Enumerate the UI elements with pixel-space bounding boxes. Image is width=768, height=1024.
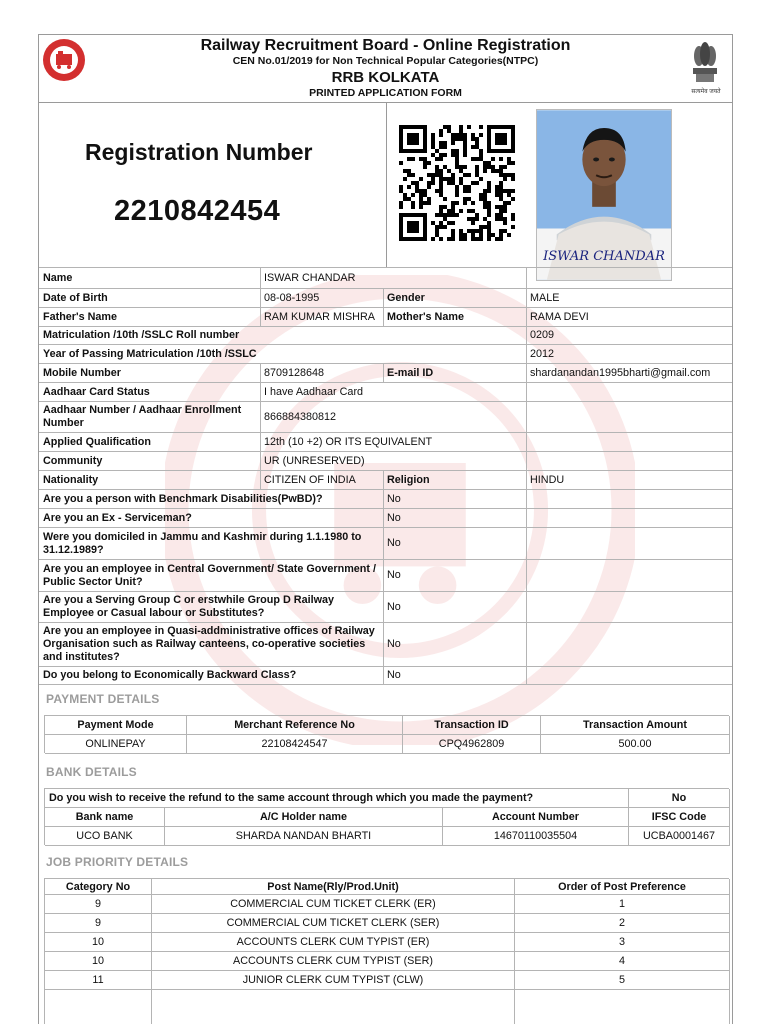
divider bbox=[526, 560, 527, 591]
divider bbox=[526, 509, 527, 527]
transaction-id-value: CPQ4962809 bbox=[403, 735, 541, 753]
father-label: Father's Name bbox=[43, 310, 117, 323]
payment-section-title: PAYMENT DETAILS bbox=[46, 692, 160, 706]
email-label: E-mail ID bbox=[387, 366, 434, 379]
quasi-value: No bbox=[387, 638, 401, 651]
ifsc-value: UCBA0001467 bbox=[629, 827, 730, 845]
bank-name-value: UCO BANK bbox=[45, 827, 165, 845]
form-title: Railway Recruitment Board - Online Registration bbox=[200, 37, 571, 54]
dob-label: Date of Birth bbox=[43, 291, 108, 304]
form-type: PRINTED APPLICATION FORM bbox=[309, 87, 462, 99]
job-category: 11 bbox=[45, 971, 152, 989]
row-ews bbox=[39, 666, 732, 685]
nationality-label: Nationality bbox=[43, 473, 99, 486]
jk-domicile-label: Were you domiciled in Jammu and Kashmir during 1.1.1980 to 31.12.1989? bbox=[43, 530, 362, 556]
mother-label: Mother's Name bbox=[387, 310, 464, 323]
qr-code bbox=[396, 125, 518, 241]
job-preference: 1 bbox=[515, 895, 730, 913]
job-post bbox=[152, 990, 515, 1024]
payment-mode-header: Payment Mode bbox=[45, 716, 187, 734]
row-govt-employee bbox=[39, 559, 732, 591]
govt-employee-value: No bbox=[387, 569, 401, 582]
pwbd-value: No bbox=[387, 492, 401, 505]
divider bbox=[526, 592, 527, 622]
row-community bbox=[39, 451, 732, 470]
job-category bbox=[45, 990, 152, 1024]
job-post: COMMERCIAL CUM TICKET CLERK (SER) bbox=[152, 914, 515, 932]
ac-holder-header: A/C Holder name bbox=[165, 808, 443, 826]
preference-header: Order of Post Preference bbox=[515, 879, 730, 894]
aadhaar-status-label: Aadhaar Card Status bbox=[43, 385, 150, 398]
row-ex-serviceman bbox=[39, 508, 732, 527]
rrb-name: RRB KOLKATA bbox=[331, 69, 440, 86]
divider bbox=[526, 383, 527, 401]
gender-value: MALE bbox=[530, 291, 560, 304]
job-post: COMMERCIAL CUM TICKET CLERK (ER) bbox=[152, 895, 515, 913]
bank-table bbox=[44, 788, 729, 845]
job-preference bbox=[515, 990, 730, 1024]
job-preference: 4 bbox=[515, 952, 730, 970]
payment-table bbox=[44, 715, 729, 753]
emblem-caption: सत्यमेव जयते bbox=[691, 89, 721, 95]
job-category: 9 bbox=[45, 895, 152, 913]
job-row bbox=[45, 933, 730, 952]
bank-name-header: Bank name bbox=[45, 808, 165, 826]
bank-header-row bbox=[45, 808, 730, 827]
divider bbox=[526, 528, 527, 559]
divider bbox=[526, 402, 527, 432]
pwbd-label: Are you a person with Benchmark Disabilities(PwBD)? bbox=[43, 492, 323, 505]
job-priority-table bbox=[44, 878, 729, 1024]
ex-serviceman-label: Are you an Ex - Serviceman? bbox=[43, 511, 192, 524]
dob-value: 08-08-1995 bbox=[264, 291, 320, 304]
merchant-ref-value: 22108424547 bbox=[187, 735, 403, 753]
merchant-ref-header: Merchant Reference No bbox=[187, 716, 403, 734]
row-father bbox=[39, 307, 732, 326]
divider bbox=[526, 623, 527, 666]
group-c-value: No bbox=[387, 600, 401, 613]
row-quasi bbox=[39, 622, 732, 666]
account-number-header: Account Number bbox=[443, 808, 629, 826]
mobile-label: Mobile Number bbox=[43, 366, 121, 379]
ews-value: No bbox=[387, 669, 401, 682]
row-matric-roll bbox=[39, 326, 732, 344]
qualification-label: Applied Qualification bbox=[43, 435, 151, 448]
row-jk-domicile bbox=[39, 527, 732, 559]
bank-value-row bbox=[45, 827, 730, 846]
cen-number: CEN No.01/2019 for Non Technical Popular Categories(NTPC) bbox=[232, 55, 539, 67]
category-no-header: Category No bbox=[45, 879, 152, 894]
applicant-signature: ISWAR CHANDAR bbox=[543, 249, 665, 264]
email-value: shardanandan1995bharti@gmail.com bbox=[530, 366, 711, 379]
mother-value: RAMA DEVI bbox=[530, 310, 589, 323]
refund-row bbox=[45, 789, 730, 808]
jk-domicile-value: No bbox=[387, 537, 401, 550]
job-preference: 5 bbox=[515, 971, 730, 989]
qualification-value: 12th (10 +2) OR ITS EQUIVALENT bbox=[264, 435, 433, 448]
matric-year-label: Year of Passing Matriculation /10th /SSLC bbox=[43, 347, 257, 360]
divider bbox=[526, 452, 527, 470]
national-emblem-icon bbox=[687, 38, 723, 86]
job-preference: 3 bbox=[515, 933, 730, 951]
father-value: RAM KUMAR MISHRA bbox=[264, 310, 375, 323]
registration-number: 2210842454 bbox=[114, 195, 281, 227]
form-header bbox=[39, 35, 732, 103]
job-header-row bbox=[45, 879, 730, 895]
job-post: ACCOUNTS CLERK CUM TYPIST (ER) bbox=[152, 933, 515, 951]
job-category: 9 bbox=[45, 914, 152, 932]
job-priority-section-title: JOB PRIORITY DETAILS bbox=[46, 855, 189, 869]
divider bbox=[526, 268, 527, 288]
matric-year-value: 2012 bbox=[530, 347, 555, 360]
aadhaar-number-label: Aadhaar Number / Aadhaar Enrollment Number bbox=[43, 404, 242, 429]
job-preference: 2 bbox=[515, 914, 730, 932]
row-aadhaar-status bbox=[39, 382, 732, 401]
aadhaar-number-value: 866884380812 bbox=[264, 410, 337, 423]
job-category: 10 bbox=[45, 952, 152, 970]
aadhaar-status-value: I have Aadhaar Card bbox=[264, 385, 364, 398]
payment-mode-value: ONLINEPAY bbox=[45, 735, 187, 753]
row-name bbox=[39, 267, 732, 288]
job-row bbox=[45, 914, 730, 933]
gender-label: Gender bbox=[387, 291, 425, 304]
job-row bbox=[45, 952, 730, 971]
nationality-value: CITIZEN OF INDIA bbox=[264, 473, 356, 486]
govt-employee-label: Are you an employee in Central Government/ State Government / Public Sector Unit? bbox=[43, 562, 376, 588]
job-row-partial bbox=[45, 990, 730, 1024]
post-name-header: Post Name(Rly/Prod.Unit) bbox=[152, 879, 515, 894]
job-post: ACCOUNTS CLERK CUM TYPIST (SER) bbox=[152, 952, 515, 970]
row-mobile bbox=[39, 363, 732, 382]
job-row bbox=[45, 971, 730, 990]
name-label: Name bbox=[43, 271, 73, 284]
bank-section-title: BANK DETAILS bbox=[46, 765, 137, 779]
row-dob bbox=[39, 288, 732, 307]
quasi-label: Are you an employee in Quasi-addministrative offices of Railway Organisation such as Railway canteens, co-operative societies and institutes? bbox=[43, 625, 375, 663]
registration-label: Registration Number bbox=[85, 139, 313, 165]
row-nationality bbox=[39, 470, 732, 489]
refund-answer: No bbox=[629, 789, 730, 807]
divider bbox=[526, 667, 527, 684]
job-row bbox=[45, 895, 730, 914]
divider bbox=[386, 103, 387, 267]
community-value: UR (UNRESERVED) bbox=[264, 454, 365, 467]
job-category: 10 bbox=[45, 933, 152, 951]
mobile-value: 8709128648 bbox=[264, 366, 325, 379]
payment-header-row bbox=[45, 716, 730, 735]
ac-holder-value: SHARDA NANDAN BHARTI bbox=[165, 827, 443, 845]
row-group-c bbox=[39, 591, 732, 622]
religion-label: Religion bbox=[387, 473, 430, 486]
matric-roll-label: Matriculation /10th /SSLC Roll number bbox=[43, 329, 240, 342]
group-c-label: Are you a Serving Group C or erstwhile Group D Railway Employee or Casual labour or Substitutes? bbox=[43, 594, 334, 619]
ews-label: Do you belong to Economically Backward Class? bbox=[43, 669, 297, 682]
refund-question: Do you wish to receive the refund to the same account through which you made the payment? bbox=[45, 789, 629, 807]
row-matric-year bbox=[39, 344, 732, 363]
community-label: Community bbox=[43, 454, 103, 467]
matric-roll-value: 0209 bbox=[530, 329, 555, 342]
religion-value: HINDU bbox=[530, 473, 565, 486]
transaction-amount-header: Transaction Amount bbox=[541, 716, 730, 734]
divider bbox=[526, 433, 527, 451]
row-pwbd bbox=[39, 489, 732, 508]
application-form bbox=[38, 34, 733, 1024]
row-aadhaar-number bbox=[39, 401, 732, 432]
transaction-amount-value: 500.00 bbox=[541, 735, 730, 753]
name-value: ISWAR CHANDAR bbox=[264, 271, 356, 284]
job-post: JUNIOR CLERK CUM TYPIST (CLW) bbox=[152, 971, 515, 989]
ifsc-header: IFSC Code bbox=[629, 808, 730, 826]
account-number-value: 14670110035504 bbox=[443, 827, 629, 845]
divider bbox=[526, 490, 527, 508]
payment-value-row bbox=[45, 735, 730, 754]
row-qualification bbox=[39, 432, 732, 451]
transaction-id-header: Transaction ID bbox=[403, 716, 541, 734]
ex-serviceman-value: No bbox=[387, 511, 401, 524]
